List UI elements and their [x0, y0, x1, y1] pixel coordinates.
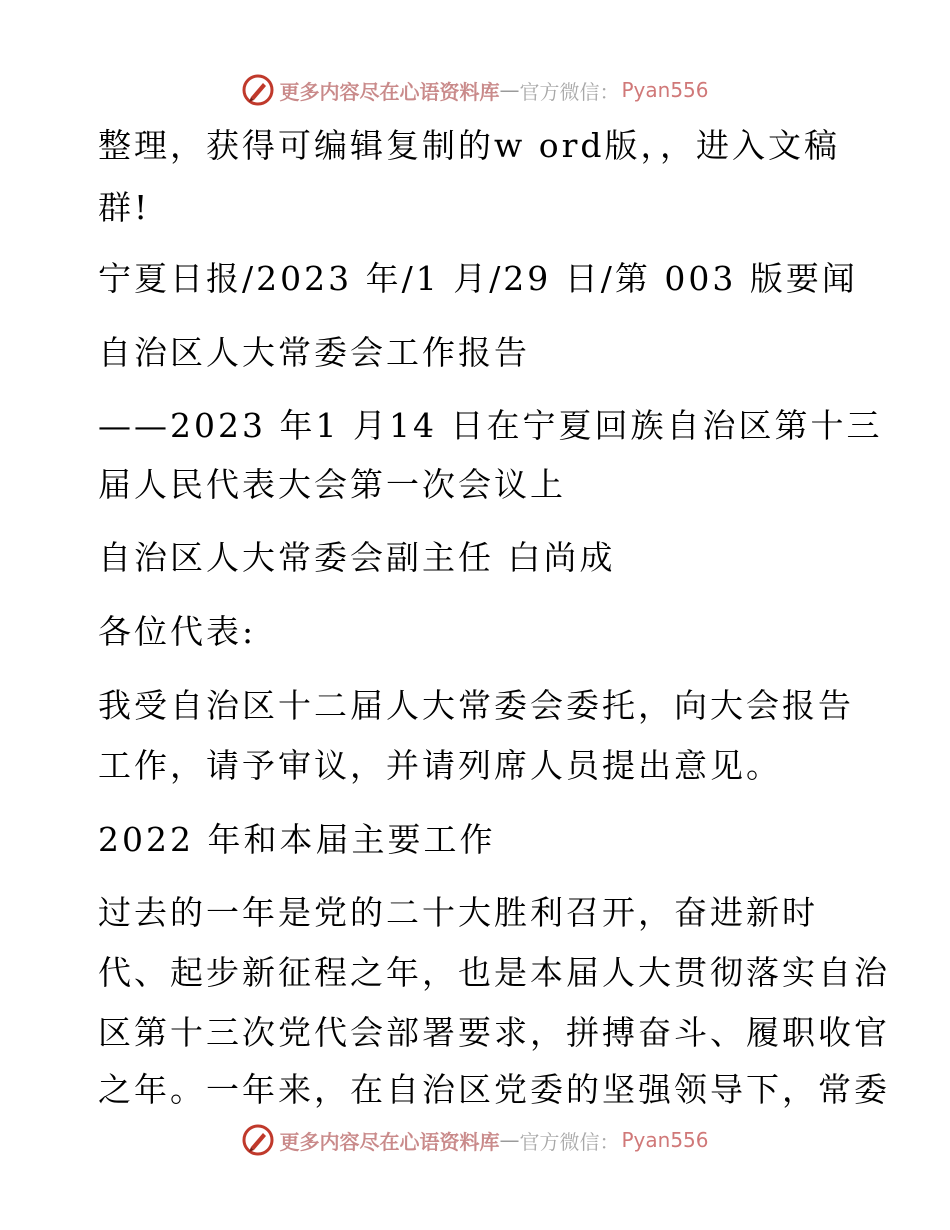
body-line: 代、起步新征程之年，也是本届人大贯彻落实自治 — [98, 953, 890, 992]
body-line: 之年。一年来，在自治区党委的坚强领导下，常委 — [98, 1070, 890, 1109]
body-line: 过去的一年是党的二十大胜利召开，奋进新时 — [98, 893, 818, 932]
watermark-main-text: 更多内容尽在心语资料库 — [279, 1129, 500, 1154]
watermark-sub-text: 官方微信： — [519, 79, 620, 104]
watermark-dash: — — [499, 78, 520, 102]
document-title: 自治区人大常委会工作报告 — [98, 333, 530, 372]
author-line: 自治区人大常委会副主任 白尚成 — [98, 538, 616, 577]
body-line: 届人民代表大会第一次会议上 — [98, 465, 566, 504]
watermark-wechat-id: Pyan556 — [621, 1128, 709, 1152]
watermark-main-text: 更多内容尽在心语资料库 — [279, 79, 500, 104]
footer-watermark — [0, 1120, 950, 1160]
watermark-wechat-id: Pyan556 — [621, 78, 709, 102]
salutation: 各位代表: — [98, 612, 257, 651]
body-line: 整理，获得可编辑复制的w ord版，，进入文稿 — [98, 126, 841, 165]
body-line: 区第十三次党代会部署要求，拼搏奋斗、履职收官 — [98, 1013, 890, 1052]
pen-logo-icon — [241, 1123, 275, 1157]
watermark-sub-text: 官方微信： — [519, 1129, 620, 1154]
body-line: ——2023 年1 月14 日在宁夏回族自治区第十三 — [98, 406, 883, 445]
body-line: 我受自治区十二届人大常委会委托，向大会报告 — [98, 686, 854, 725]
body-line: 工作，请予审议，并请列席人员提出意见。 — [98, 746, 782, 785]
section-heading: 2022 年和本届主要工作 — [98, 820, 496, 859]
body-line: 宁夏日报/2023 年/1 月/29 日/第 003 版要闻 — [98, 259, 858, 298]
watermark-dash: — — [499, 1128, 520, 1152]
body-line: 群! — [98, 188, 151, 227]
